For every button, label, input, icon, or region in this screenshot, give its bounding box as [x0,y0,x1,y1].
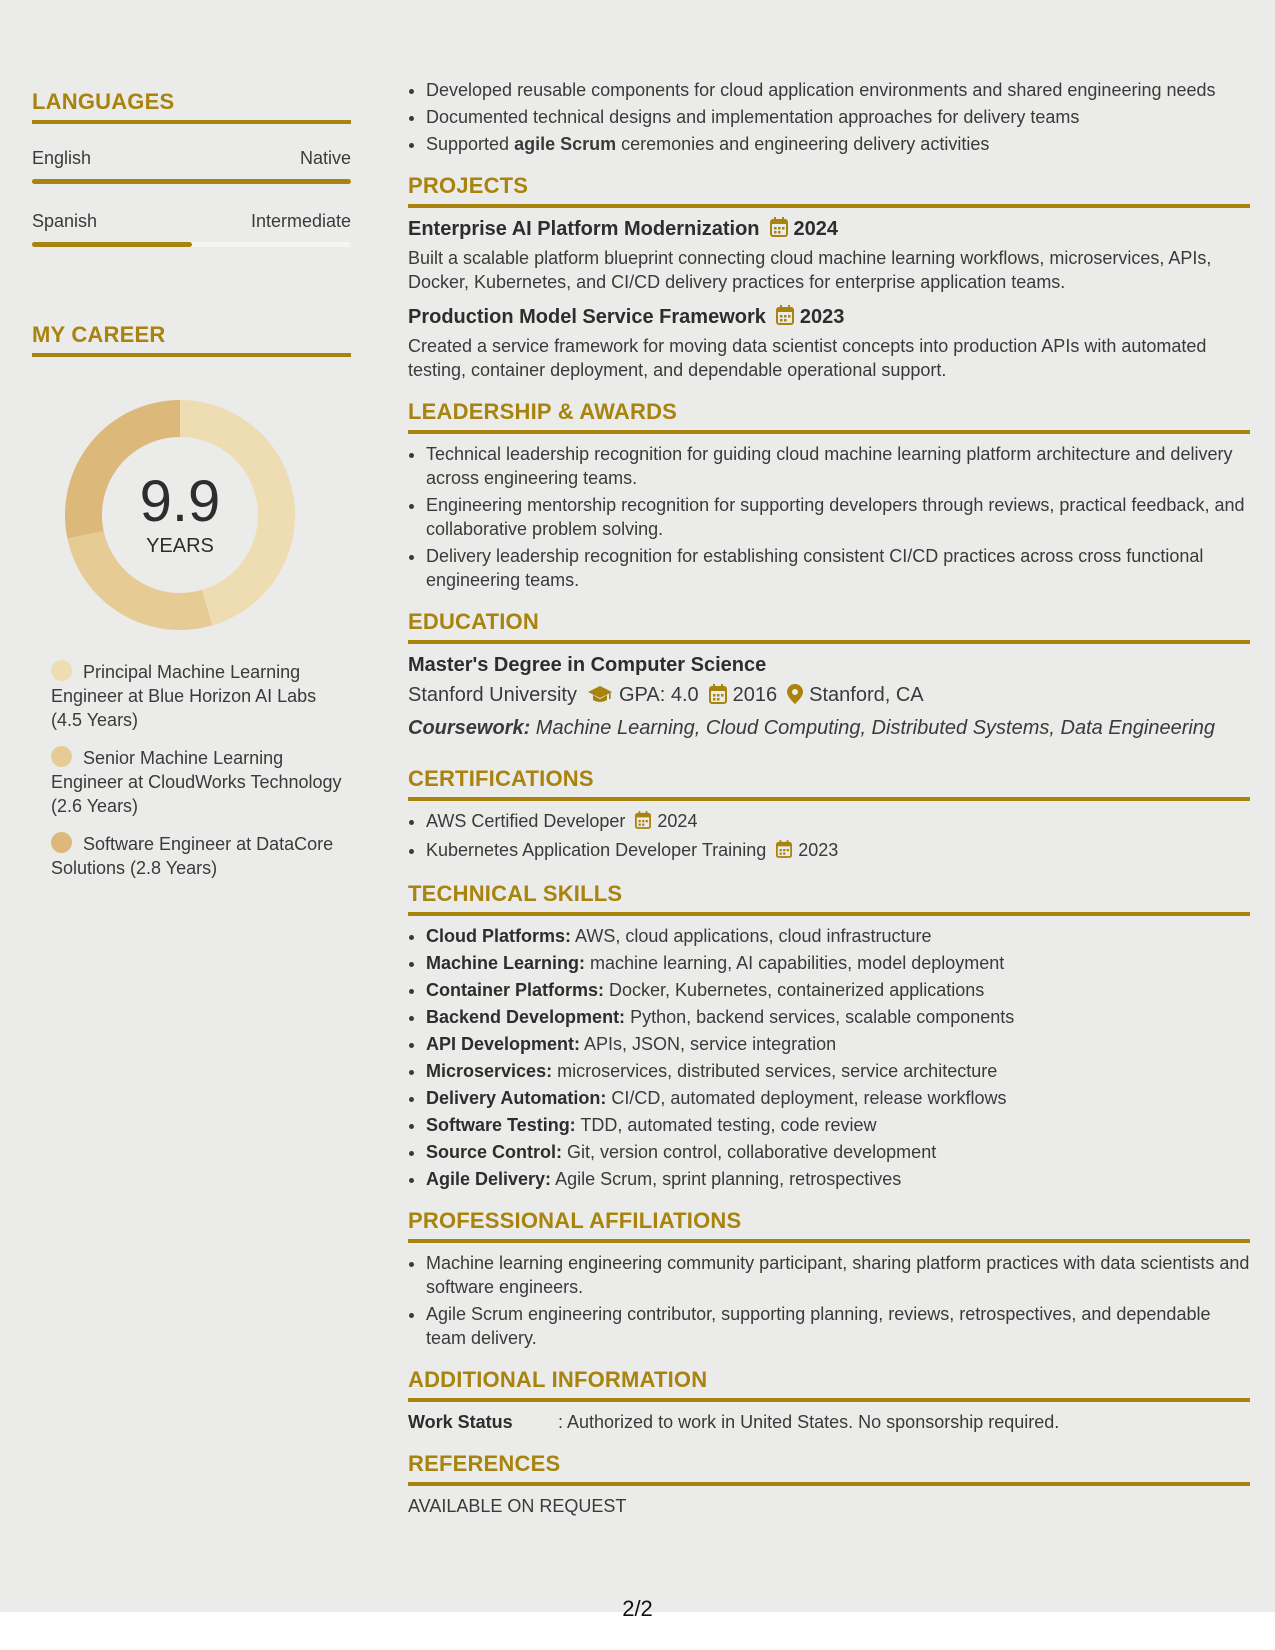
career-title: MY CAREER [32,321,351,357]
skill-item [426,951,1250,975]
certification-name: AWS Certified Developer [426,811,626,831]
affiliations-title: PROFESSIONAL AFFILIATIONS [408,1207,1250,1243]
language-bar [32,242,351,247]
skill-value: microservices, distributed services, service architecture [552,1061,998,1081]
language-level: Intermediate [250,211,351,231]
language-item [32,147,351,184]
career-legend-label: Senior Machine Learning Engineer at CloudWorks Technology (2.6 Years) [51,748,342,816]
skill-item [426,1140,1250,1164]
work-status-row [408,1410,1250,1434]
skill-item [426,1059,1250,1083]
language-name: English [32,148,92,168]
education-location: Stanford, CA [809,684,924,706]
experience-bullet [426,105,1250,129]
language-item [32,210,351,247]
education-title: EDUCATION [408,608,1250,644]
project-item [408,216,1250,294]
skill-key: Backend Development: [426,1007,626,1027]
career-legend-label: Software Engineer at DataCore Solutions (2.8 Years) [51,834,334,878]
skill-key: Software Testing: [426,1115,576,1135]
leadership-title: LEADERSHIP & AWARDS [408,398,1250,434]
skill-value: machine learning, AI capabilities, model deployment [585,953,1005,973]
career-legend-item [51,746,351,818]
affiliation-item: • Machine learning engineering community participant, sharing platform practices with data scientists and software engineers. [426,1251,1250,1299]
coursework-text: Machine Learning, Cloud Computing, Distributed Systems, Data Engineering [530,717,1216,739]
skill-key: Microservices: [426,1061,553,1081]
career-years-label: YEARS [146,535,214,557]
legend-dot [51,832,72,853]
skill-value: CI/CD, automated deployment, release workflows [606,1088,1007,1108]
skill-key: API Development: [426,1034,581,1054]
skill-key: Machine Learning: [426,953,586,973]
skill-value: Docker, Kubernetes, containerized applications [604,980,985,1000]
affiliation-item: • Agile Scrum engineering contributor, supporting planning, reviews, retrospectives, and dependable team delivery. [426,1302,1250,1350]
career-total-years: 9.9 [139,469,221,534]
experience-bullets [408,78,1250,156]
skill-key: Container Platforms: [426,980,605,1000]
leadership-list [408,442,1250,592]
additional-title: ADDITIONAL INFORMATION [408,1366,1250,1402]
project-name: Production Model Service Framework [408,306,766,328]
skill-value: Git, version control, collaborative development [562,1142,937,1162]
left-column [32,88,351,894]
skill-item [426,1032,1250,1056]
skill-item [426,924,1250,948]
skill-value: Agile Scrum, sprint planning, retrospectives [551,1169,902,1189]
career-donut-chart [65,400,295,630]
education-degree: Master's Degree in Computer Science [408,654,767,676]
education-school: Stanford University [408,684,577,706]
certification-item [426,809,1250,835]
certification-year: 2023 [798,840,839,860]
language-bar [32,179,351,184]
calendar-icon [635,811,651,835]
skill-key: Delivery Automation: [426,1088,607,1108]
work-status-label: Work Status [408,1412,513,1432]
bullet-bold-text: agile Scrum [514,134,617,154]
leadership-item: • Engineering mentorship recognition for supporting developers through reviews, practical feedback, and collaborative problem solving. [426,493,1250,541]
certifications-title: CERTIFICATIONS [408,765,1250,801]
skills-list [408,924,1250,1191]
career-legend-item [51,660,351,732]
legend-dot [51,746,72,767]
leadership-item: • Technical leadership recognition for guiding cloud machine learning platform architecture and delivery across engineering teams. [426,442,1250,490]
project-description: Built a scalable platform blueprint connecting cloud machine learning workflows, microservices, APIs, Docker, Kubernetes, and CI/CD delivery practices for enterprise application teams. [408,248,1212,292]
skill-value: Python, backend services, scalable components [625,1007,1015,1027]
project-year: 2024 [793,218,839,240]
language-name: Spanish [32,211,98,231]
project-name: Enterprise AI Platform Modernization [408,218,760,240]
experience-bullet [426,132,1250,156]
language-bar-fill [32,242,192,247]
bullet-text: Documented technical designs and implementation approaches for delivery teams [426,107,1080,127]
references-text: AVAILABLE ON REQUEST [408,1496,627,1516]
project-item [408,304,1250,382]
calendar-icon [776,305,794,332]
bullet-text: Developed reusable components for cloud application environments and shared engineering needs [426,80,1216,100]
skill-item [426,1005,1250,1029]
bullet-text: Supported [426,134,515,154]
bullet-text: ceremonies and engineering delivery activities [616,134,990,154]
languages-title: LANGUAGES [32,88,351,124]
career-legend-label: Principal Machine Learning Engineer at Blue Horizon AI Labs (4.5 Years) [51,662,317,730]
certification-item [426,838,1250,864]
skill-item [426,1113,1250,1137]
skill-key: Agile Delivery: [426,1169,552,1189]
certification-name: Kubernetes Application Developer Training [426,840,767,860]
legend-dot [51,660,72,681]
skill-item [426,1086,1250,1110]
education-meta [408,680,1250,713]
projects-title: PROJECTS [408,172,1250,208]
education-coursework [408,713,1250,743]
skill-value: AWS, cloud applications, cloud infrastructure [571,926,932,946]
project-year: 2023 [799,306,845,328]
skills-title: TECHNICAL SKILLS [408,880,1250,916]
right-column [408,78,1250,1518]
leadership-item: • Delivery leadership recognition for establishing consistent CI/CD practices across cross functional engineering teams. [426,544,1250,592]
skill-item [426,1167,1250,1191]
work-status-value: : Authorized to work in United States. No sponsorship required. [558,1412,1060,1432]
map-pin-icon [787,683,803,713]
coursework-label: Coursework: [408,717,531,739]
page-number: 2/2 [622,1596,653,1621]
skill-key: Source Control: [426,1142,563,1162]
skill-value: APIs, JSON, service integration [580,1034,837,1054]
calendar-icon [709,683,727,713]
affiliations-list [408,1251,1250,1350]
education-year: 2016 [732,684,778,706]
calendar-icon [770,217,788,244]
skill-key: Cloud Platforms: [426,926,572,946]
calendar-icon [776,840,792,864]
references-title: REFERENCES [408,1450,1250,1486]
skill-value: TDD, automated testing, code review [575,1115,877,1135]
skill-item [426,978,1250,1002]
language-bar-fill [32,179,351,184]
graduation-cap-icon [587,683,613,713]
project-description: Created a service framework for moving data scientist concepts into production APIs with automated testing, container deployment, and dependable operational support. [408,336,1207,380]
career-legend-item [51,832,351,880]
certification-list [408,809,1250,864]
language-level: Native [299,148,351,168]
career-legend [32,660,351,880]
education-gpa: GPA: 4.0 [618,684,699,706]
experience-bullet [426,78,1250,102]
certification-year: 2024 [657,811,698,831]
